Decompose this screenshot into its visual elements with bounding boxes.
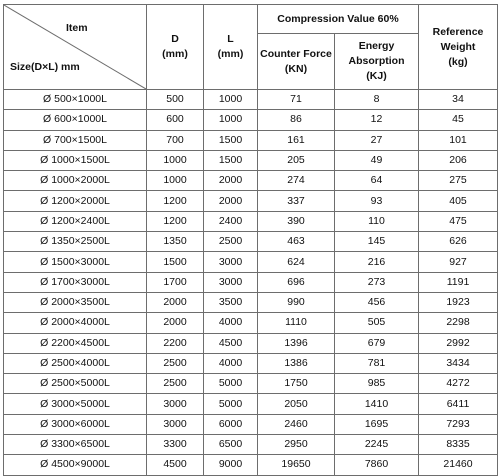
counter-force-cell: 390	[258, 211, 335, 231]
energy-absorption-cell: 781	[335, 353, 419, 373]
weight-cell: 1191	[419, 272, 498, 292]
energy-absorption-cell: 27	[335, 130, 419, 150]
counter-force-cell: 990	[258, 292, 335, 312]
size-cell: Ø 1350×2500L	[4, 232, 147, 252]
weight-cell: 275	[419, 171, 498, 191]
counter-force-header	[258, 34, 335, 90]
l-cell: 5000	[204, 374, 258, 394]
weight-line1: Reference	[432, 25, 484, 38]
counter-force-cell: 463	[258, 232, 335, 252]
d-cell: 1700	[147, 272, 204, 292]
energy-line2: Absorption	[348, 55, 405, 67]
l-cell: 5000	[204, 394, 258, 414]
counter-force-cell: 86	[258, 110, 335, 130]
counter-force-cell: 696	[258, 272, 335, 292]
table-row	[4, 110, 498, 130]
weight-cell: 405	[419, 191, 498, 211]
energy-absorption-cell: 8	[335, 90, 419, 110]
size-cell: Ø 1000×2000L	[4, 171, 147, 191]
weight-cell: 4272	[419, 374, 498, 394]
weight-header	[419, 5, 498, 90]
energy-absorption-cell: 110	[335, 211, 419, 231]
energy-absorption-cell: 2245	[335, 435, 419, 455]
item-label: Item	[66, 22, 88, 34]
counter-force-cell: 2050	[258, 394, 335, 414]
size-cell: Ø 3000×6000L	[4, 414, 147, 434]
weight-cell: 101	[419, 130, 498, 150]
d-cell: 2000	[147, 292, 204, 312]
size-cell: Ø 3000×5000L	[4, 394, 147, 414]
table-header	[4, 5, 498, 90]
l-cell: 3000	[204, 252, 258, 272]
weight-cell: 927	[419, 252, 498, 272]
d-header	[147, 5, 204, 90]
table-row	[4, 394, 498, 414]
table-row	[4, 90, 498, 110]
size-cell: Ø 1500×3000L	[4, 252, 147, 272]
weight-cell: 7293	[419, 414, 498, 434]
table-row	[4, 455, 498, 475]
size-cell: Ø 600×1000L	[4, 110, 147, 130]
d-cell: 500	[147, 90, 204, 110]
l-cell: 6500	[204, 435, 258, 455]
l-cell: 9000	[204, 455, 258, 475]
l-cell: 1500	[204, 150, 258, 170]
size-cell: Ø 3300×6500L	[4, 435, 147, 455]
fender-spec-table	[3, 4, 498, 476]
d-cell: 3300	[147, 435, 204, 455]
table-row	[4, 171, 498, 191]
table-row	[4, 374, 498, 394]
counter-force-cell: 19650	[258, 455, 335, 475]
weight-cell: 8335	[419, 435, 498, 455]
weight-cell: 2298	[419, 313, 498, 333]
size-cell: Ø 2000×4000L	[4, 313, 147, 333]
counter-force-cell: 274	[258, 171, 335, 191]
counter-force-cell: 2950	[258, 435, 335, 455]
energy-unit: (KJ)	[366, 70, 387, 82]
d-cell: 2200	[147, 333, 204, 353]
d-cell: 3000	[147, 394, 204, 414]
counter-force-cell: 337	[258, 191, 335, 211]
energy-absorption-cell: 679	[335, 333, 419, 353]
table-row	[4, 435, 498, 455]
l-cell: 1000	[204, 110, 258, 130]
diagonal-divider	[4, 5, 146, 89]
size-cell: Ø 1700×3000L	[4, 272, 147, 292]
l-cell: 3500	[204, 292, 258, 312]
d-cell: 2500	[147, 374, 204, 394]
table-row	[4, 252, 498, 272]
weight-cell: 21460	[419, 455, 498, 475]
counter-force-cell: 161	[258, 130, 335, 150]
energy-absorption-cell: 12	[335, 110, 419, 130]
counter-force-title: Counter Force	[260, 47, 332, 60]
table-row	[4, 211, 498, 231]
l-cell: 2000	[204, 191, 258, 211]
d-cell: 3000	[147, 414, 204, 434]
energy-absorption-cell: 505	[335, 313, 419, 333]
size-cell: Ø 1200×2400L	[4, 211, 147, 231]
l-title: L	[227, 33, 234, 45]
size-cell: Ø 2000×3500L	[4, 292, 147, 312]
energy-line1: Energy	[358, 40, 395, 52]
spec-table-container	[3, 4, 498, 476]
d-unit: (mm)	[162, 48, 188, 60]
table-row	[4, 313, 498, 333]
d-cell: 600	[147, 110, 204, 130]
d-cell: 1200	[147, 211, 204, 231]
weight-cell: 206	[419, 150, 498, 170]
d-cell: 4500	[147, 455, 204, 475]
l-header	[204, 5, 258, 90]
energy-absorption-cell: 273	[335, 272, 419, 292]
d-cell: 1350	[147, 232, 204, 252]
counter-force-cell: 1386	[258, 353, 335, 373]
counter-force-cell: 1396	[258, 333, 335, 353]
counter-force-cell: 1750	[258, 374, 335, 394]
table-row	[4, 272, 498, 292]
d-cell: 2000	[147, 313, 204, 333]
counter-force-cell: 1110	[258, 313, 335, 333]
counter-force-cell: 205	[258, 150, 335, 170]
size-cell: Ø 1200×2000L	[4, 191, 147, 211]
l-cell: 4500	[204, 333, 258, 353]
energy-absorption-cell: 1695	[335, 414, 419, 434]
energy-absorption-cell: 49	[335, 150, 419, 170]
size-cell: Ø 2200×4500L	[4, 333, 147, 353]
l-cell: 1000	[204, 90, 258, 110]
d-cell: 1500	[147, 252, 204, 272]
weight-cell: 2992	[419, 333, 498, 353]
size-cell: Ø 2500×4000L	[4, 353, 147, 373]
table-row	[4, 150, 498, 170]
energy-absorption-cell: 1410	[335, 394, 419, 414]
weight-line2: Weight	[440, 40, 476, 53]
size-cell: Ø 500×1000L	[4, 90, 147, 110]
d-cell: 2500	[147, 353, 204, 373]
weight-cell: 3434	[419, 353, 498, 373]
weight-cell: 45	[419, 110, 498, 130]
size-cell: Ø 700×1500L	[4, 130, 147, 150]
weight-cell: 1923	[419, 292, 498, 312]
d-title: D	[171, 33, 179, 45]
weight-cell: 475	[419, 211, 498, 231]
energy-absorption-cell: 7860	[335, 455, 419, 475]
weight-unit: (kg)	[448, 55, 468, 68]
size-cell: Ø 2500×5000L	[4, 374, 147, 394]
counter-force-cell: 624	[258, 252, 335, 272]
counter-force-unit: (KN)	[284, 62, 308, 75]
table-row	[4, 414, 498, 434]
energy-absorption-cell: 216	[335, 252, 419, 272]
l-cell: 6000	[204, 414, 258, 434]
l-cell: 3000	[204, 272, 258, 292]
d-cell: 700	[147, 130, 204, 150]
energy-absorption-cell: 93	[335, 191, 419, 211]
size-cell: Ø 4500×9000L	[4, 455, 147, 475]
table-body	[4, 90, 498, 476]
l-cell: 1500	[204, 130, 258, 150]
compression-group-header: Compression Value 60%	[258, 5, 419, 34]
l-cell: 2500	[204, 232, 258, 252]
item-size-header	[4, 5, 147, 90]
counter-force-cell: 2460	[258, 414, 335, 434]
table-row	[4, 130, 498, 150]
table-row	[4, 333, 498, 353]
size-cell: Ø 1000×1500L	[4, 150, 147, 170]
weight-cell: 34	[419, 90, 498, 110]
counter-force-cell: 71	[258, 90, 335, 110]
d-cell: 1000	[147, 171, 204, 191]
table-row	[4, 292, 498, 312]
energy-absorption-cell: 64	[335, 171, 419, 191]
table-row	[4, 191, 498, 211]
l-cell: 2400	[204, 211, 258, 231]
weight-cell: 626	[419, 232, 498, 252]
table-row	[4, 232, 498, 252]
l-cell: 4000	[204, 353, 258, 373]
energy-absorption-cell: 985	[335, 374, 419, 394]
energy-header	[335, 34, 419, 90]
d-cell: 1200	[147, 191, 204, 211]
d-cell: 1000	[147, 150, 204, 170]
energy-absorption-cell: 145	[335, 232, 419, 252]
size-label: Size(D×L) mm	[10, 61, 80, 73]
l-cell: 4000	[204, 313, 258, 333]
table-row	[4, 353, 498, 373]
weight-cell: 6411	[419, 394, 498, 414]
l-unit: (mm)	[217, 48, 244, 60]
energy-absorption-cell: 456	[335, 292, 419, 312]
l-cell: 2000	[204, 171, 258, 191]
